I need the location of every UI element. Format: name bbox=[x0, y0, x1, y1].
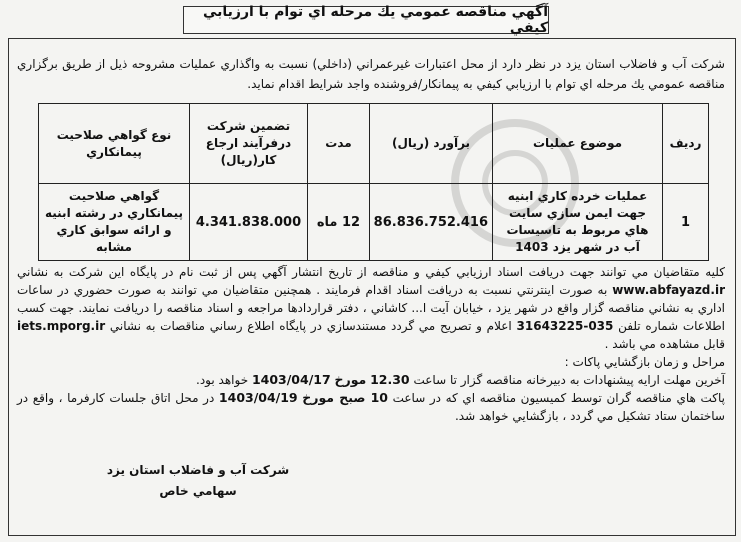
portal-link[interactable]: iets.mporg.ir bbox=[17, 319, 106, 333]
cell-guarantee: 4.341.838.000 bbox=[190, 184, 308, 261]
header-subject: موضوع عمليات bbox=[493, 104, 663, 184]
operations-table bbox=[38, 103, 709, 261]
cell-row-number: 1 bbox=[663, 184, 709, 261]
intro-paragraph: شركت آب و فاضلاب استان يزد در نظر دارد از محل اعتبارات غيرعمراني (داخلي) نسبت به واگذاري عمليات مشروحه ذيل از طريق برگزاري مناقصه عمومي يك مرحله اي توام با ارزيابي كيفي به پيمانكار/فروشنده واجد شرايط اقدام نمايد. bbox=[17, 57, 725, 91]
table-header-row bbox=[39, 104, 709, 184]
notice-body bbox=[17, 263, 725, 425]
cell-duration: 12 ماه bbox=[308, 184, 370, 261]
cell-subject: عمليات خرده كاري ابنيه جهت ايمن سازي سايت هاي مربوط به تاسيسات آب در شهر يزد 1403 bbox=[493, 184, 663, 261]
header-estimate: برآورد (ريال) bbox=[370, 104, 493, 184]
notice-title: آگهي مناقصه عمومي يك مرحله اي توام با ارزيابي كيفي bbox=[183, 6, 549, 34]
header-duration: مدت bbox=[308, 104, 370, 184]
header-row-number: رديف bbox=[663, 104, 709, 184]
opening-date: 1403/04/19 bbox=[218, 390, 298, 405]
deadline-date: 1403/04/17 bbox=[251, 372, 331, 387]
header-certificate: نوع گواهي صلاحيت پيمانكاري bbox=[39, 104, 190, 184]
table-row bbox=[39, 184, 709, 261]
website-link[interactable]: www.abfayazd.ir bbox=[612, 283, 725, 297]
cell-estimate: 86.836.752.416 bbox=[370, 184, 493, 261]
stages-heading: مراحل و زمان بازگشايي پاكات : bbox=[564, 355, 725, 369]
deadline-paragraph: آخرين مهلت ارايه پيشنهادات به دبيرخانه مناقصه گزار تا ساعت 12.30 مورخ 1403/04/17 خواهد بود. bbox=[196, 372, 725, 387]
signature-block bbox=[98, 460, 298, 502]
opening-time: 10 صبح مورخ bbox=[302, 390, 388, 405]
documents-paragraph: كليه متقاضيان مي توانند جهت دريافت اسناد ارزيابي كيفي و مناقصه از تاريخ انتشار آگهي پس از ثبت نام در پايگاه اين شركت به نشاني www.abfayazd.ir به صورت اينترنتي نسبت به دريافت اسناد اقدام فرمايند . همچنين متقاضيان مي توانند به صورت حضوري در ساعات اداري به نشاني مناقصه گزار واقع در شهر يزد ، خيابان آيت ا... كاشاني ، دفتر قراردادها مراجعه و اسناد مناقصه را دريافت نمايند. جهت كسب اطلاعات شماره تلفن 035-31643225 اعلام و تصريح مي گردد مستندسازي در پايگاه اطلاع رساني مناقصات به نشاني iets.mporg.ir قابل مشاهده مي باشد . bbox=[17, 265, 726, 351]
phone-number: 035-31643225 bbox=[516, 319, 614, 333]
header-guarantee: تضمين شركت درفرآيند ارجاع كار(ريال) bbox=[190, 104, 308, 184]
company-type: سهامي خاص bbox=[159, 484, 237, 498]
deadline-time: 12.30 bbox=[370, 372, 410, 387]
company-name: شركت آب و فاضلاب استان يزد bbox=[106, 463, 290, 477]
opening-paragraph: پاكت هاي مناقصه گران توسط كميسيون مناقصه اي كه در ساعت 10 صبح مورخ 1403/04/19 در محل اتاق جلسات كارفرما ، واقع در ساختمان ستاد تشكيل مي گردد ، بازگشايي خواهد شد. bbox=[17, 390, 725, 423]
cell-certificate: گواهي صلاحيت پيمانكاري در رشته ابنيه و ارائه سوابق كاري مشابه bbox=[39, 184, 190, 261]
